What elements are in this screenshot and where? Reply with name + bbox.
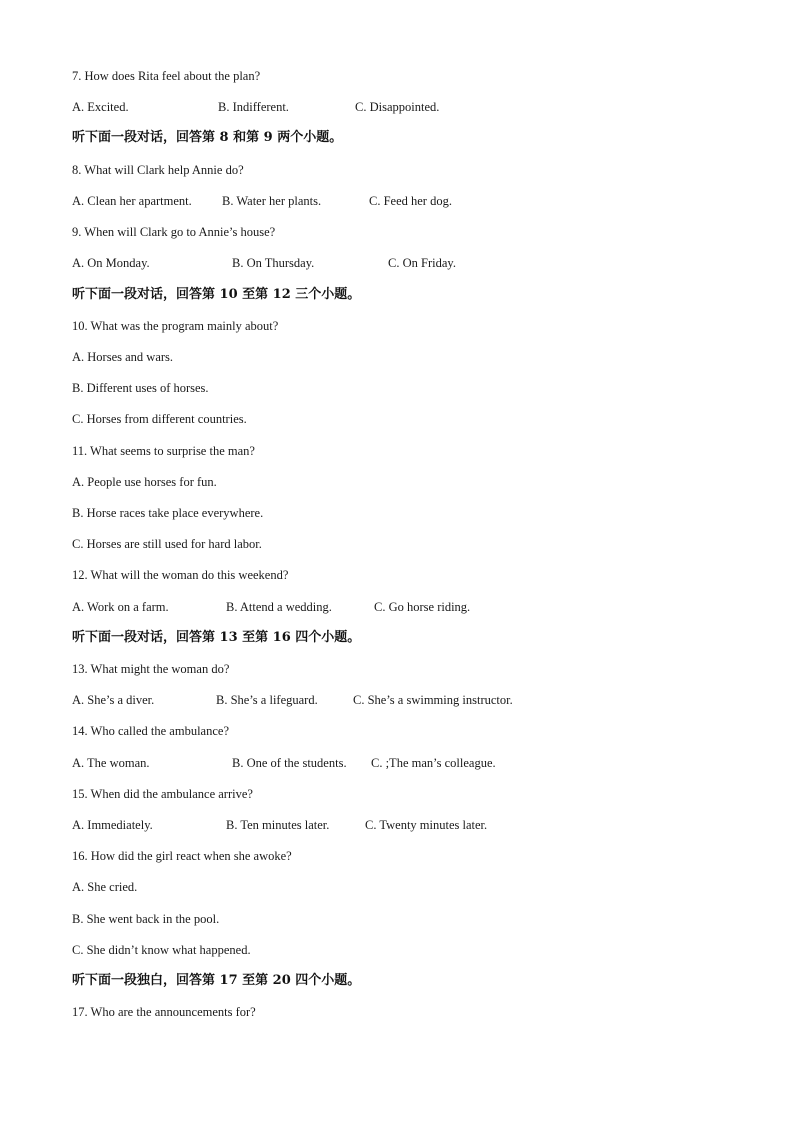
option-b: B. Attend a wedding. — [226, 600, 332, 614]
option-b: B. Indifferent. — [218, 100, 289, 114]
option-10-b: B. Different uses of horses. — [72, 381, 209, 395]
option-b: B. She’s a lifeguard. — [216, 693, 318, 707]
question-15: 15. When did the ambulance arrive? — [72, 787, 253, 801]
option-c: C. She’s a swimming instructor. — [353, 693, 513, 707]
option-c: C. On Friday. — [388, 256, 456, 270]
question-9: 9. When will Clark go to Annie’s house? — [72, 225, 276, 239]
question-8: 8. What will Clark help Annie do? — [72, 163, 244, 177]
option-c: C. Feed her dog. — [369, 194, 452, 208]
option-a: A. Immediately. — [72, 818, 153, 832]
question-10: 10. What was the program mainly about? — [72, 319, 279, 333]
option-c: C. ;The man’s colleague. — [371, 756, 496, 770]
option-10-c: C. Horses from different countries. — [72, 412, 247, 426]
option-a: A. The woman. — [72, 756, 150, 770]
option-16-b: B. She went back in the pool. — [72, 912, 220, 926]
section-heading-10-12: 听下面一段对话，回答第 10 至第 12 三个小题。 — [72, 287, 361, 302]
option-b: B. On Thursday. — [232, 256, 315, 270]
option-a: A. Clean her apartment. — [72, 194, 192, 208]
section-heading-13-16: 听下面一段对话，回答第 13 至第 16 四个小题。 — [72, 630, 361, 645]
option-10-a: A. Horses and wars. — [72, 350, 174, 364]
option-a: A. Excited. — [72, 100, 129, 114]
section-heading-8-9: 听下面一段对话，回答第 8 和第 9 两个小题。 — [72, 130, 343, 145]
option-c: C. Twenty minutes later. — [365, 818, 488, 832]
question-14: 14. Who called the ambulance? — [72, 724, 229, 738]
option-11-c: C. Horses are still used for hard labor. — [72, 537, 262, 551]
option-a: A. She’s a diver. — [72, 693, 155, 707]
option-a: A. Work on a farm. — [72, 600, 169, 614]
section-heading-17-20: 听下面一段独白，回答第 17 至第 20 四个小题。 — [72, 973, 361, 988]
option-b: B. Ten minutes later. — [226, 818, 330, 832]
option-b: B. One of the students. — [232, 756, 347, 770]
question-16: 16. How did the girl react when she awoke? — [72, 849, 292, 863]
option-16-a: A. She cried. — [72, 880, 138, 894]
option-c: C. Go horse riding. — [374, 600, 471, 614]
option-b: B. Water her plants. — [222, 194, 322, 208]
option-11-a: A. People use horses for fun. — [72, 475, 217, 489]
question-17: 17. Who are the announcements for? — [72, 1005, 256, 1019]
question-11: 11. What seems to surprise the man? — [72, 444, 255, 458]
question-12: 12. What will the woman do this weekend? — [72, 568, 289, 582]
option-16-c: C. She didn’t know what happened. — [72, 943, 251, 957]
question-13: 13. What might the woman do? — [72, 662, 230, 676]
question-7: 7. How does Rita feel about the plan? — [72, 69, 261, 83]
option-c: C. Disappointed. — [355, 100, 440, 114]
option-a: A. On Monday. — [72, 256, 150, 270]
option-11-b: B. Horse races take place everywhere. — [72, 506, 264, 520]
